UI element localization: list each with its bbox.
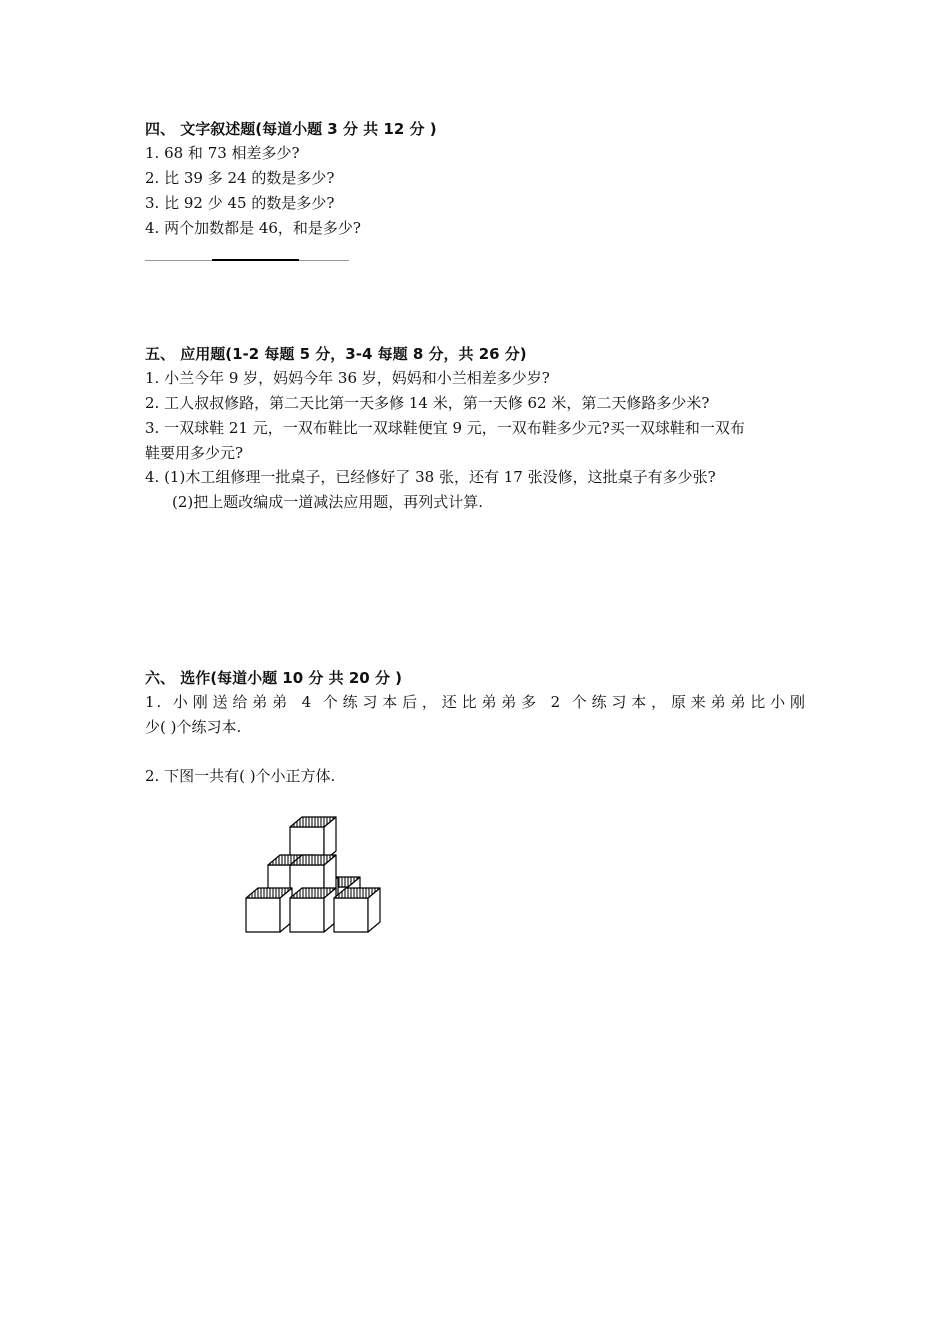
section-5-question-3-line-2: 鞋要用多少元? — [145, 444, 244, 462]
cube-stack-figure — [236, 810, 386, 942]
cube-front-face — [334, 898, 368, 932]
section-4-question-3: 3. 比 92 少 45 的数是多少? — [145, 194, 335, 212]
section-5-question-3-line-1: 3. 一双球鞋 21 元，一双布鞋比一双球鞋便宜 9 元，一双布鞋多少元?买一双球鞋和一双布 — [145, 419, 745, 437]
section-5-title: 五、 应用题(1-2 每题 5 分，3-4 每题 8 分，共 26 分) — [145, 345, 527, 363]
section-6-question-1-line-1: 1. 小刚送给弟弟 4 个练习本后，还比弟弟多 2 个练习本，原来弟弟比小刚 — [145, 693, 807, 711]
section-6-question-2: 2. 下图一共有( )个小正方体. — [145, 767, 336, 785]
section-4-title: 四、 文字叙述题(每道小题 3 分 共 12 分 ) — [145, 120, 437, 138]
section-4-question-4: 4. 两个加数都是 46，和是多少? — [145, 219, 361, 237]
cube-front-face — [246, 898, 280, 932]
section-5-question-1: 1. 小兰今年 9 岁，妈妈今年 36 岁，妈妈和小兰相差多少岁? — [145, 369, 550, 387]
section-4-question-2: 2. 比 39 多 24 的数是多少? — [145, 169, 335, 187]
section-5-question-4-part-1: 4. (1)木工组修理一批桌子，已经修好了 38 张，还有 17 张没修，这批桌子有多少张? — [145, 468, 716, 486]
section-6-question-1-line-2: 少( )个练习本. — [145, 718, 242, 736]
cube-front-face — [290, 898, 324, 932]
section-4-question-1: 1. 68 和 73 相差多少? — [145, 144, 300, 162]
section-5-question-4-part-2: (2)把上题改编成一道减法应用题，再列式计算. — [172, 493, 484, 511]
section-6-title: 六、 选作(每道小题 10 分 共 20 分 ) — [145, 669, 403, 687]
section-5-question-2: 2. 工人叔叔修路，第二天比第一天多修 14 米，第一天修 62 米，第二天修路多少米? — [145, 394, 710, 412]
divider-line-bold — [212, 259, 299, 261]
